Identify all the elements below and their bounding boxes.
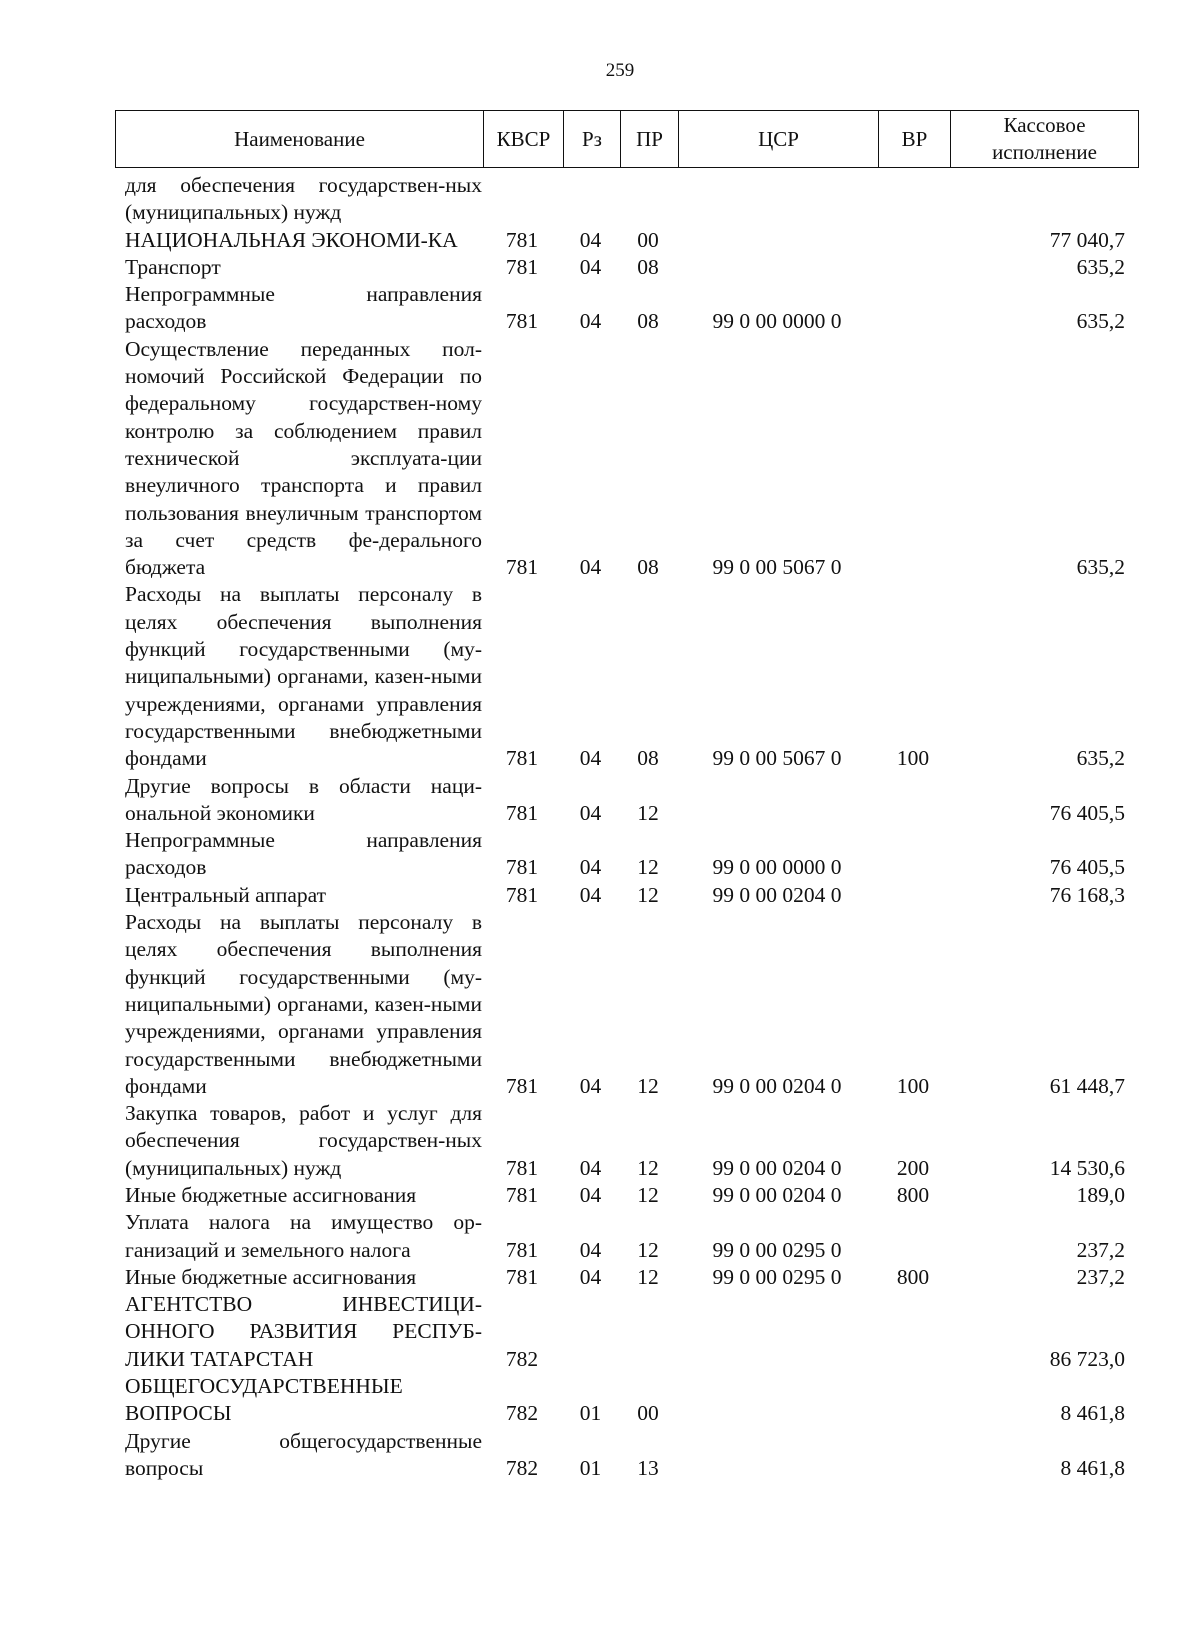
table-row xyxy=(115,1428,1155,1483)
cell-pr: 12 xyxy=(637,855,659,880)
cell-kvsr: 781 xyxy=(505,1182,539,1207)
cell-rz: 04 xyxy=(579,555,602,580)
cell-rz: 04 xyxy=(579,309,602,334)
cell-kvsr: 781 xyxy=(505,254,539,279)
cell-rz: 04 xyxy=(579,1182,602,1207)
cell-pr: 00 xyxy=(637,1401,659,1426)
cell-name: Расходы на выплаты персоналу в целях обеспечения выполнения функций государственными (му-ниципальными) органами, казен-ными учреждениями, органами управления государственными внебюджетными фондами xyxy=(125,582,482,771)
cell-vr: 200 xyxy=(896,1155,930,1180)
cell-name: для обеспечения государствен-ных (муниципальных) нужд xyxy=(125,173,482,225)
cell-csr: 99 0 00 0204 0 xyxy=(712,1155,842,1180)
cell-kvsr: 782 xyxy=(505,1401,539,1426)
cell-cash-execution: 635,2 xyxy=(1076,254,1125,279)
cell-csr: 99 0 00 5067 0 xyxy=(712,746,842,771)
cell-csr: 99 0 00 5067 0 xyxy=(712,555,842,580)
table-row xyxy=(115,254,1155,281)
cell-rz: 04 xyxy=(579,1264,602,1289)
table-row xyxy=(115,827,1155,882)
table-row xyxy=(115,1100,1155,1182)
cell-pr: 00 xyxy=(637,227,659,252)
cell-pr: 12 xyxy=(637,1073,659,1098)
cell-csr: 99 0 00 0204 0 xyxy=(712,1182,842,1207)
cell-name: АГЕНТСТВО ИНВЕСТИЦИ-ОННОГО РАЗВИТИЯ РЕСПУБ-ЛИКИ ТАТАРСТАН xyxy=(125,1292,482,1371)
cell-pr: 12 xyxy=(637,1264,659,1289)
cell-cash-execution: 635,2 xyxy=(1076,309,1125,334)
cell-pr: 08 xyxy=(637,555,659,580)
cell-kvsr: 781 xyxy=(505,1237,539,1262)
cell-cash-execution: 61 448,7 xyxy=(1049,1073,1125,1098)
cell-csr: 99 0 00 0295 0 xyxy=(712,1237,842,1262)
cell-cash-execution: 76 168,3 xyxy=(1049,882,1125,907)
table-row xyxy=(115,1291,1155,1373)
cell-name: Непрограммные направления расходов xyxy=(125,282,482,334)
cell-csr: 99 0 00 0204 0 xyxy=(712,1073,842,1098)
cell-kvsr: 781 xyxy=(505,227,539,252)
header-pr: ПР xyxy=(620,111,678,167)
cell-rz: 01 xyxy=(579,1455,602,1480)
cell-name: Закупка товаров, работ и услуг для обеспечения государствен-ных (муниципальных) нужд xyxy=(125,1101,482,1180)
cell-vr: 800 xyxy=(896,1182,930,1207)
cell-rz: 04 xyxy=(579,800,602,825)
cell-cash-execution: 635,2 xyxy=(1076,555,1125,580)
cell-name: Непрограммные направления расходов xyxy=(125,828,482,880)
cell-kvsr: 781 xyxy=(505,1073,539,1098)
cell-cash-execution: 77 040,7 xyxy=(1049,227,1125,252)
cell-rz: 04 xyxy=(579,1073,602,1098)
cell-name: Расходы на выплаты персоналу в целях обеспечения выполнения функций государственными (му-ниципальными) органами, казен-ными учреждениями, органами управления государственными внебюджетными фондами xyxy=(125,910,482,1098)
cell-kvsr: 781 xyxy=(505,1264,539,1289)
cell-kvsr: 781 xyxy=(505,800,539,825)
cell-pr: 08 xyxy=(637,254,659,279)
cell-name: Другие общегосударственные вопросы xyxy=(125,1428,482,1480)
cell-vr: 100 xyxy=(896,1073,930,1098)
cell-cash-execution: 8 461,8 xyxy=(1060,1455,1125,1480)
cell-rz: 04 xyxy=(579,227,602,252)
cell-pr: 13 xyxy=(637,1455,659,1480)
table-row xyxy=(115,882,1155,909)
cell-pr: 12 xyxy=(637,800,659,825)
cell-name: НАЦИОНАЛЬНАЯ ЭКОНОМИ-КА xyxy=(125,227,458,252)
header-cash-execution: Кассовое исполнение xyxy=(950,111,1138,167)
cell-kvsr: 781 xyxy=(505,882,539,907)
cell-csr: 99 0 00 0000 0 xyxy=(712,855,842,880)
table-header xyxy=(115,110,1139,168)
cell-rz: 04 xyxy=(579,882,602,907)
cell-name: Уплата налога на имущество ор-ганизаций и земельного налога xyxy=(125,1210,482,1262)
cell-vr: 800 xyxy=(896,1264,930,1289)
table-row xyxy=(115,773,1155,828)
page-number: 259 xyxy=(605,60,635,81)
cell-pr: 12 xyxy=(637,1182,659,1207)
cell-name: Иные бюджетные ассигнования xyxy=(125,1264,417,1289)
table-row xyxy=(115,909,1155,1100)
cell-pr: 08 xyxy=(637,309,659,334)
cell-name: Центральный аппарат xyxy=(125,882,327,907)
cell-kvsr: 781 xyxy=(505,855,539,880)
cell-cash-execution: 86 723,0 xyxy=(1049,1346,1125,1371)
cell-kvsr: 782 xyxy=(505,1346,539,1371)
table-row xyxy=(115,336,1155,582)
header-rz: Рз xyxy=(563,111,620,167)
cell-rz: 04 xyxy=(579,254,602,279)
cell-pr: 12 xyxy=(637,882,659,907)
cell-pr: 12 xyxy=(637,1237,659,1262)
table-row xyxy=(115,581,1155,772)
header-kvsr: КВСР xyxy=(483,111,563,167)
cell-cash-execution: 189,0 xyxy=(1076,1182,1125,1207)
cell-csr: 99 0 00 0295 0 xyxy=(712,1264,842,1289)
cell-rz: 04 xyxy=(579,1155,602,1180)
table-body xyxy=(115,172,1155,1482)
table-row xyxy=(115,1182,1155,1209)
table-row xyxy=(115,227,1155,254)
cell-name: ОБЩЕГОСУДАРСТВЕННЫЕ ВОПРОСЫ xyxy=(125,1374,403,1426)
cell-cash-execution: 8 461,8 xyxy=(1060,1401,1125,1426)
cell-kvsr: 782 xyxy=(505,1455,539,1480)
header-name: Наименование xyxy=(234,126,365,151)
table-row xyxy=(115,1373,1155,1428)
cell-kvsr: 781 xyxy=(505,1155,539,1180)
cell-name: Транспорт xyxy=(125,254,221,279)
cell-rz: 04 xyxy=(579,746,602,771)
cell-kvsr: 781 xyxy=(505,309,539,334)
cell-name: Другие вопросы в области наци-ональной экономики xyxy=(125,773,482,825)
cell-kvsr: 781 xyxy=(505,555,539,580)
cell-csr: 99 0 00 0204 0 xyxy=(712,882,842,907)
cell-vr: 100 xyxy=(896,746,930,771)
cell-rz: 01 xyxy=(579,1401,602,1426)
cell-cash-execution: 14 530,6 xyxy=(1049,1155,1125,1180)
cell-name: Иные бюджетные ассигнования xyxy=(125,1182,417,1207)
cell-kvsr: 781 xyxy=(505,746,539,771)
cell-cash-execution: 237,2 xyxy=(1076,1237,1125,1262)
header-csr: ЦСР xyxy=(678,111,878,167)
table-row xyxy=(115,172,1155,227)
cell-cash-execution: 76 405,5 xyxy=(1049,800,1125,825)
table-row xyxy=(115,1209,1155,1264)
cell-name: Осуществление переданных пол-номочий Российской Федерации по федеральному государствен-ному контролю за соблюдением правил технической эксплуата-ции внеуличного транспорта и правил пользования внеуличным транспортом за счет средств фе-дерального бюджета xyxy=(125,336,482,580)
header-vr: ВР xyxy=(878,111,950,167)
cell-pr: 12 xyxy=(637,1155,659,1180)
table-row xyxy=(115,281,1155,336)
table-row xyxy=(115,1264,1155,1291)
cell-rz: 04 xyxy=(579,855,602,880)
cell-pr: 08 xyxy=(637,746,659,771)
cell-cash-execution: 237,2 xyxy=(1076,1264,1125,1289)
cell-cash-execution: 635,2 xyxy=(1076,746,1125,771)
cell-cash-execution: 76 405,5 xyxy=(1049,855,1125,880)
cell-rz: 04 xyxy=(579,1237,602,1262)
cell-csr: 99 0 00 0000 0 xyxy=(712,309,842,334)
